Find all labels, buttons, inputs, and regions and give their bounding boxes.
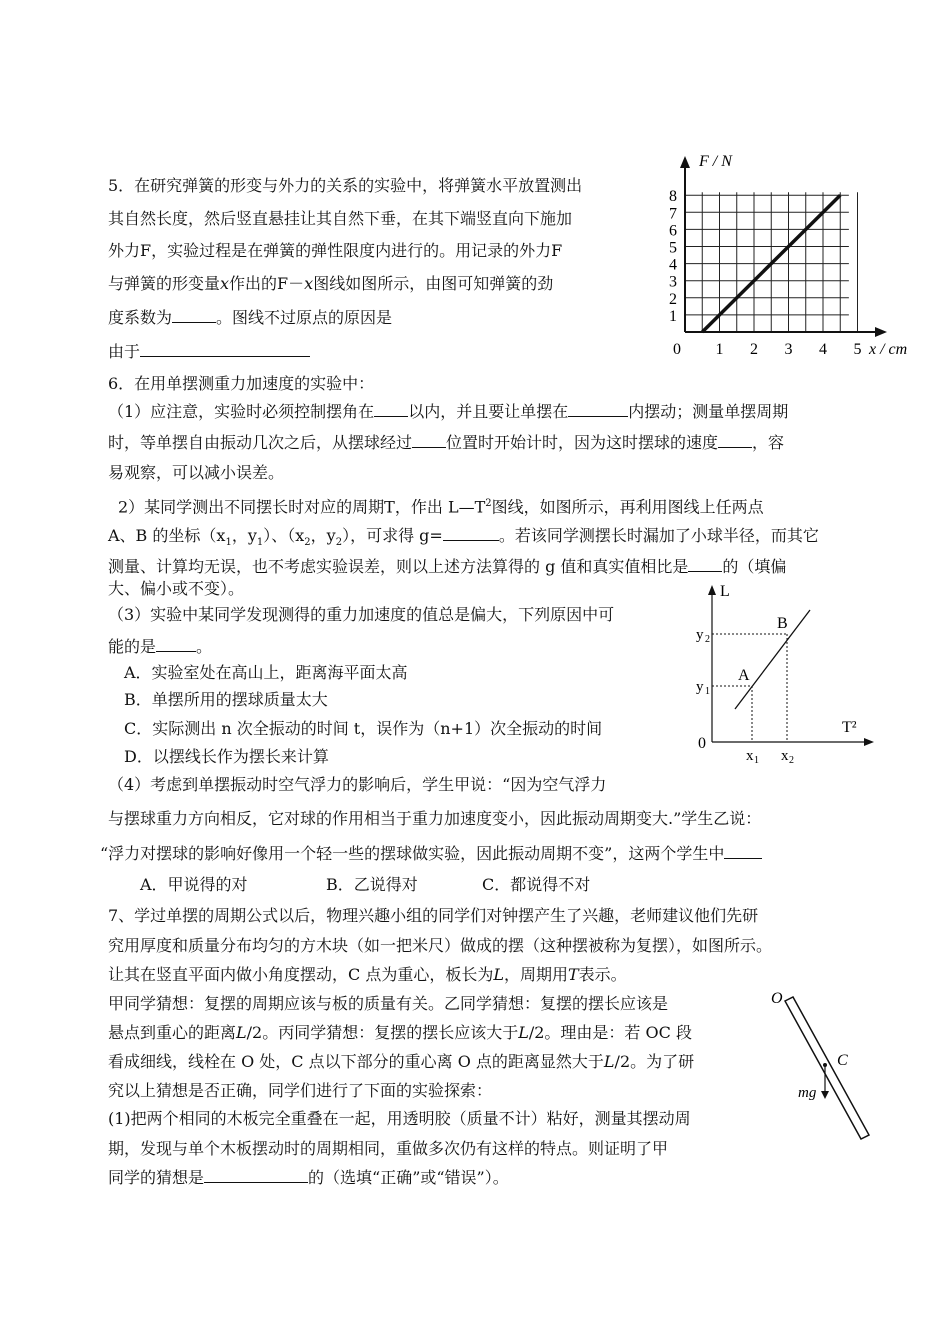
answer-blank-q3[interactable] (156, 635, 196, 652)
y-tick-label: 2 (669, 290, 677, 308)
x-tick-label: 1 (715, 341, 724, 358)
q7-text: 让其在竖直平面内做小角度摆动，C 点为重心，板长为 (108, 965, 494, 984)
q7-text: 表示。 (578, 965, 627, 984)
q6-p2-line-3 (108, 555, 786, 578)
tick-sub-y1: 1 (705, 686, 710, 697)
q7-line-1: 7、学过单摆的周期公式以后，物理兴趣小组的同学们对钟摆产生了兴趣，老师建议他们先研 (108, 906, 759, 925)
data-line (735, 610, 810, 709)
tick-label-y1: y (696, 679, 704, 695)
q6-sub: 1 (256, 537, 264, 549)
q7-var-t: T (567, 965, 579, 984)
label-mg: mg (798, 1085, 817, 1101)
q7-text: 的（选填“正确”或“错误”）。 (308, 1168, 509, 1187)
q5-text: 由于 (108, 342, 141, 361)
x-axis-arrow (864, 738, 874, 746)
q5-line-6 (108, 340, 310, 363)
q7-var-l: L (518, 1023, 529, 1042)
q6-title: 6．在用单摆测重力加速度的实验中： (108, 374, 375, 393)
q7-line-6 (108, 1051, 694, 1073)
lt-chart (692, 582, 892, 767)
q7-line-4: 甲同学猜想：复摆的周期应该与板的质量有关。乙同学猜想：复摆的摆长应该是 (108, 994, 669, 1013)
q6-text: 图线，如图所示，再利用图线上任两点 (491, 497, 764, 517)
wooden-board (785, 997, 869, 1139)
answer-blank-k[interactable] (172, 306, 216, 323)
q6-text: 以内，并且要让单摆在 (408, 402, 569, 421)
q6-text: 2）某同学测出不同摆长时对应的周期T，作出 L—T (118, 497, 486, 517)
fx-chart (655, 150, 925, 370)
tick-label-y2: y (696, 627, 704, 643)
q6-text: A、B 的坐标（x (108, 526, 226, 545)
q6-text: ，容 (752, 433, 785, 452)
option-4a[interactable]: A．甲说得的对 (140, 875, 248, 894)
q7-line-5 (108, 1022, 692, 1044)
q5-line-2: 其自然长度，然后竖直悬挂让其自然下垂，在其下端竖直向下施加 (108, 209, 573, 228)
x-axis-arrow (875, 327, 887, 337)
q7-text: /2。丙同学猜想：复摆的摆长应该大于 (246, 1023, 519, 1042)
y-tick-label: 6 (669, 222, 677, 240)
y-axis-label: L (720, 583, 730, 600)
q5-line-5 (108, 306, 392, 329)
q5-line-4 (108, 273, 553, 295)
q7-text: 同学的猜想是 (108, 1168, 205, 1187)
point-label-a: A (738, 667, 750, 684)
answer-blank-compare[interactable] (688, 555, 722, 572)
y-tick-label: 3 (669, 273, 677, 291)
x-tick-label: 3 (784, 341, 793, 358)
x-axis-label: x / cm (869, 341, 908, 358)
q7-var-l: L (603, 1052, 615, 1071)
q6-p1-line-2 (108, 431, 784, 454)
gravity-arrow-head (821, 1091, 829, 1099)
q7-var-l: L (236, 1023, 247, 1042)
option-4c[interactable]: C．都说得不对 (482, 875, 591, 894)
answer-blank-plane[interactable] (568, 400, 628, 417)
q6-text: ），可求得 g= (342, 526, 443, 545)
q5-text: 。图线不过原点的原因是 (216, 308, 393, 327)
x-tick-label: 4 (819, 341, 827, 358)
q6-p2-line-4: 大、偏小或不变）。 (108, 579, 245, 598)
q5-text: 作出的F－ (229, 274, 305, 293)
q6-sub: 2 (304, 537, 311, 549)
option-3c[interactable]: C．实际测出 n 次全振动的时间 t，误作为（n+1）次全振动的时间 (124, 719, 603, 738)
q6-text: （1）应注意，实验时必须控制摆角在 (108, 402, 375, 421)
q6-text: 能的是 (108, 637, 157, 656)
q6-p2-line-1 (118, 493, 764, 518)
label-o: O (771, 990, 783, 1007)
q5-text: 度系数为 (108, 308, 173, 327)
q5-text: 图线如图所示，由图可知弹簧的劲 (313, 274, 554, 293)
answer-blank-q7[interactable] (204, 1166, 308, 1183)
tick-sub-x2: 2 (789, 755, 794, 766)
y-tick-label: 7 (669, 205, 677, 223)
q6-sub: 1 (225, 537, 232, 549)
tick-label-x2: x (781, 748, 789, 764)
x-tick-label: 5 (853, 341, 862, 358)
q5-line-1: 5．在研究弹簧的形变与外力的关系的实验中，将弹簧水平放置测出 (108, 176, 583, 195)
q5-var-x: x (220, 274, 230, 293)
q7-text: /2。理由是：若 OC 段 (528, 1023, 692, 1042)
q6-p4-line-1: （4）考虑到单摆振动时空气浮力的影响后，学生甲说：“因为空气浮力 (108, 775, 607, 794)
x-axis-label: T² (842, 719, 857, 736)
y-axis-arrow (680, 156, 690, 168)
x-tick-label: 0 (673, 341, 681, 358)
q6-text: 内摆动；测量单摆周期 (628, 402, 789, 421)
q7-line-9: 期，发现与单个木板摆动时的周期相同，重做多次仍有这样的特点。则证明了甲 (108, 1139, 669, 1158)
q6-text: 。若该同学测摆长时漏加了小球半径，而其它 (498, 526, 819, 545)
q6-text: ，y (310, 526, 336, 545)
option-4b[interactable]: B．乙说得对 (326, 875, 418, 894)
q7-line-8: (1)把两个相同的木板完全重叠在一起，用透明胶（质量不计）粘好，测量其摆动周 (108, 1109, 691, 1128)
q6-p1-line-1 (108, 400, 788, 423)
y-tick-label: 4 (669, 256, 677, 274)
q6-text: ）、（x (263, 526, 305, 545)
answer-blank-q4[interactable] (724, 842, 762, 859)
answer-blank-position[interactable] (412, 431, 446, 448)
q6-text: 时，等单摆自由振动几次之后，从摆球经过 (108, 433, 413, 452)
q6-p3-line-2 (108, 635, 212, 658)
tick-sub-x1: 1 (754, 755, 759, 766)
q6-text: ，y (231, 526, 257, 545)
y-axis-arrow (708, 585, 716, 595)
q6-p2-line-2 (108, 524, 819, 554)
q6-text: 测量、计算均无误，也不考虑实验误差，则以上述方法算得的 g 值和真实值相比是 (108, 557, 689, 576)
q6-text: 。 (196, 637, 213, 656)
tick-label-x1: x (746, 748, 754, 764)
q6-text: “浮力对摆球的影响好像用一个轻一些的摆球做实验，因此振动周期不变”，这两个学生中 (100, 844, 725, 863)
q6-text: 的（填偏 (722, 557, 787, 576)
q7-line-2: 究用厚度和质量分布均匀的方木块（如一把米尺）做成的摆（这种摆被称为复摆），如图所示。 (108, 936, 773, 955)
answer-blank-g[interactable] (443, 524, 499, 541)
q6-p3-line-1: （3）实验中某同学发现测得的重力加速度的值总是偏大，下列原因中可 (108, 605, 615, 624)
answer-blank-speed[interactable] (718, 431, 752, 448)
q5-line-3: 外力F，实验过程是在弹簧的弹性限度内进行的。用记录的外力F (108, 241, 563, 260)
compound-pendulum-figure (765, 985, 875, 1145)
q7-text: ，周期用 (503, 965, 568, 984)
q5-var-x: x (304, 274, 314, 293)
q6-text: 位置时开始计时，因为这时摆球的速度 (446, 433, 719, 452)
answer-blank-reason[interactable] (140, 340, 310, 357)
origin-label: 0 (698, 735, 706, 752)
q6-p1-line-3: 易观察，可以减小误差。 (108, 463, 285, 482)
q7-line-7: 究以上猜想是否正确，同学们进行了下面的实验探索： (108, 1081, 493, 1100)
y-axis-label: F / N (699, 153, 732, 170)
q7-line-3 (108, 964, 627, 986)
option-3b[interactable]: B．单摆所用的摆球质量太大 (124, 690, 328, 709)
option-3a[interactable]: A．实验室处在高山上，距离海平面太高 (124, 663, 408, 682)
q7-text: 悬点到重心的距离 (108, 1023, 237, 1042)
y-tick-label: 8 (669, 188, 677, 206)
q7-line-10 (108, 1166, 509, 1189)
answer-blank-angle[interactable] (374, 400, 408, 417)
q7-text: /2。为了研 (614, 1052, 695, 1071)
q6-sup: 2 (485, 498, 492, 509)
y-tick-label: 1 (669, 307, 677, 325)
y-tick-label: 5 (669, 239, 677, 257)
q7-text: 看成细线，线栓在 O 处，C 点以下部分的重心离 O 点的距离显然大于 (108, 1052, 604, 1071)
q7-var-l: L (493, 965, 504, 984)
q6-p4-line-3 (100, 842, 762, 865)
q5-text: 与弹簧的形变量 (108, 274, 221, 293)
label-c: C (837, 1052, 848, 1069)
q6-p4-line-2: 与摆球重力方向相反，它对球的作用相当于重力加速度变小，因此振动周期变大.”学生乙说： (108, 809, 762, 828)
point-label-b: B (777, 615, 788, 632)
x-tick-label: 2 (750, 341, 758, 358)
q6-sub: 2 (335, 537, 343, 549)
option-3d[interactable]: D．以摆线长作为摆长来计算 (124, 747, 329, 766)
tick-sub-y2: 2 (705, 634, 710, 645)
